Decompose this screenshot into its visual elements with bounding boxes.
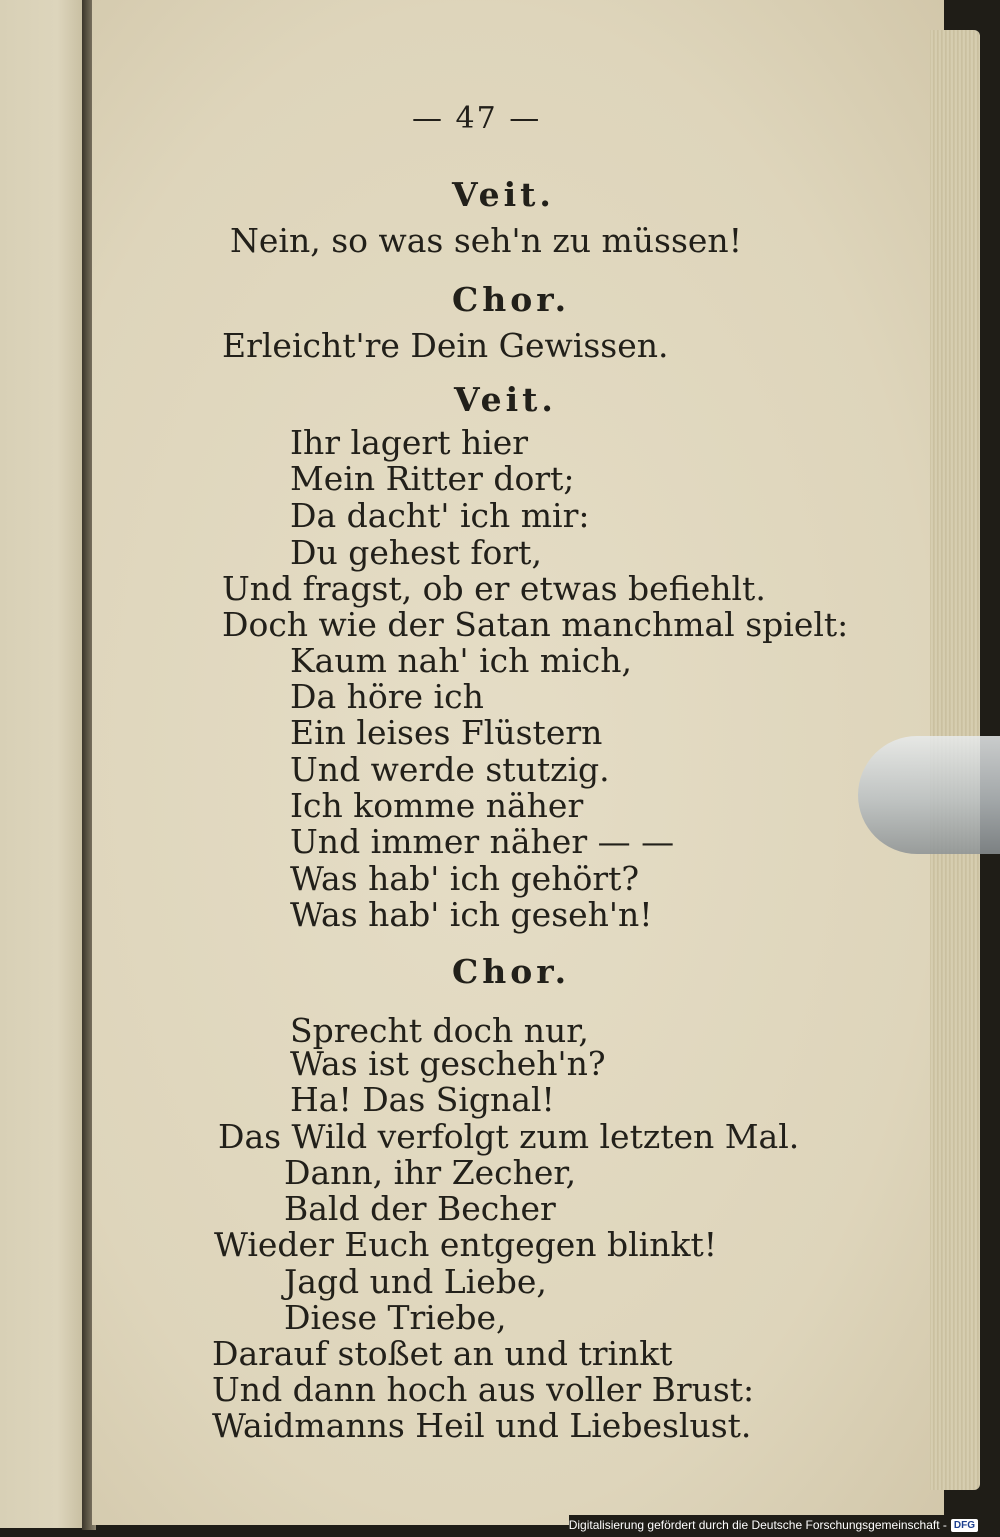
verse-line: Doch wie der Satan manchmal spielt: bbox=[222, 605, 849, 644]
verse-line: Bald der Becher bbox=[284, 1189, 556, 1228]
verse-line: Und fragst, ob er etwas befiehlt. bbox=[222, 569, 766, 608]
verse-line: Du gehest fort, bbox=[290, 533, 542, 572]
speaker-label: Veit. bbox=[454, 380, 557, 419]
speaker-label: Veit. bbox=[452, 175, 555, 214]
verse-line: Ich komme näher bbox=[290, 786, 584, 825]
verse-line: Was ist gescheh'n? bbox=[290, 1044, 606, 1083]
speaker-label: Chor. bbox=[452, 952, 571, 991]
verse-line: Ein leises Flüstern bbox=[290, 713, 603, 752]
verse-line: Was hab' ich geseh'n! bbox=[290, 895, 653, 934]
verse-line: Sprecht doch nur, bbox=[290, 1011, 589, 1050]
verse-line: Nein, so was seh'n zu müssen! bbox=[230, 221, 742, 260]
digitization-credit bbox=[569, 1515, 978, 1535]
verse-line: Waidmanns Heil und Liebeslust. bbox=[212, 1406, 752, 1445]
verse-line: Ha! Das Signal! bbox=[290, 1080, 555, 1119]
verse-line: Ihr lagert hier bbox=[290, 423, 529, 462]
verse-line: Darauf stoßet an und trinkt bbox=[212, 1334, 673, 1373]
verse-line: Was hab' ich gehört? bbox=[290, 859, 640, 898]
verse-line: Da höre ich bbox=[290, 677, 484, 716]
credit-text: Digitalisierung gefördert durch die Deutsche Forschungsgemeinschaft - bbox=[568, 1518, 947, 1532]
verse-line: Dann, ihr Zecher, bbox=[284, 1153, 577, 1192]
verse-line: Jagd und Liebe, bbox=[284, 1262, 547, 1301]
verse-line: Und immer näher — — bbox=[290, 822, 675, 861]
verse-line: Wieder Euch entgegen blinkt! bbox=[214, 1225, 718, 1264]
verse-line: Da dacht' ich mir: bbox=[290, 496, 590, 535]
verse-line: Das Wild verfolgt zum letzten Mal. bbox=[218, 1117, 800, 1156]
verse-line: Diese Triebe, bbox=[284, 1298, 507, 1337]
verse-line: Und werde stutzig. bbox=[290, 750, 610, 789]
verse-line: Erleicht're Dein Gewissen. bbox=[222, 326, 669, 365]
page-number: — 47 — bbox=[412, 101, 542, 136]
page-clip bbox=[858, 736, 1000, 854]
dfg-logo: DFG bbox=[951, 1519, 978, 1532]
verse-line: Und dann hoch aus voller Brust: bbox=[212, 1370, 755, 1409]
verse-line: Kaum nah' ich mich, bbox=[290, 641, 632, 680]
verse-line: Mein Ritter dort; bbox=[290, 459, 575, 498]
speaker-label: Chor. bbox=[452, 280, 571, 319]
left-page bbox=[0, 0, 82, 1528]
